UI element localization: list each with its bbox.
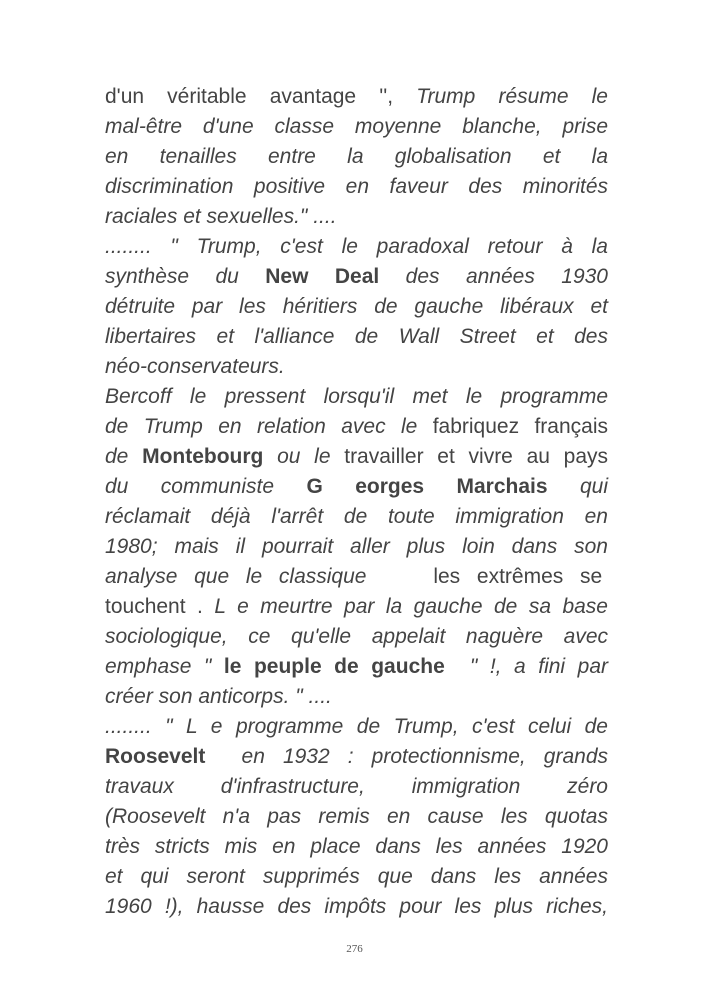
bold-text: Roosevelt bbox=[105, 745, 206, 768]
italic-text: raciales et sexuelles." .... bbox=[105, 205, 337, 228]
text-line bbox=[105, 112, 608, 142]
bold-text: New Deal bbox=[265, 265, 380, 288]
italic-text: très stricts mis en place dans les années 1920 bbox=[105, 835, 608, 858]
text-line bbox=[105, 532, 608, 562]
italic-text: détruite par les héritiers de gauche libéraux et bbox=[105, 295, 608, 318]
italic-text: en 1932 : protectionnisme, grands bbox=[205, 745, 608, 768]
bold-text: G eorges Marchais bbox=[306, 475, 548, 498]
italic-text: de Trump en relation avec le bbox=[105, 415, 433, 438]
text-line bbox=[105, 862, 608, 892]
text-segment: touchent . bbox=[105, 595, 215, 618]
italic-text: 1980; mais il pourrait aller plus loin dans son bbox=[105, 535, 608, 558]
italic-text: libertaires et l'alliance de Wall Street et des bbox=[105, 325, 608, 348]
italic-text: créer son anticorps. " .... bbox=[105, 685, 332, 708]
italic-text: analyse que le classique bbox=[105, 565, 384, 588]
italic-text: ou le bbox=[263, 445, 345, 468]
text-line bbox=[105, 442, 608, 472]
text-line bbox=[105, 322, 608, 352]
text-line bbox=[105, 562, 608, 592]
text-line bbox=[105, 712, 608, 742]
text-line bbox=[105, 262, 608, 292]
text-line bbox=[105, 382, 608, 412]
text-line bbox=[105, 202, 608, 232]
text-line bbox=[105, 802, 608, 832]
text-line bbox=[105, 232, 608, 262]
italic-text: Bercoff le pressent lorsqu'il met le programme bbox=[105, 385, 608, 408]
italic-text: sociologique, ce qu'elle appelait naguère avec bbox=[105, 625, 608, 648]
text-line bbox=[105, 892, 608, 922]
text-line bbox=[105, 832, 608, 862]
text-line bbox=[105, 142, 608, 172]
text-line bbox=[105, 292, 608, 322]
italic-text: des années 1930 bbox=[379, 265, 608, 288]
text-line bbox=[105, 172, 608, 202]
text-line bbox=[105, 412, 608, 442]
page-number: 276 bbox=[346, 943, 363, 955]
bold-text: le peuple de gauche bbox=[223, 655, 445, 678]
text-line bbox=[105, 592, 608, 622]
italic-text: de bbox=[105, 445, 143, 468]
text-line bbox=[105, 352, 608, 382]
italic-text: réclamait déjà l'arrêt de toute immigration en bbox=[105, 505, 608, 528]
text-line bbox=[105, 682, 608, 712]
italic-text: en tenailles entre la globalisation et la bbox=[105, 145, 608, 168]
text-segment: travailler et vivre au pays bbox=[344, 445, 608, 468]
italic-text: emphase " bbox=[105, 655, 224, 678]
text-line bbox=[105, 772, 608, 802]
italic-text: synthèse du bbox=[105, 265, 266, 288]
body-text bbox=[105, 82, 608, 922]
text-segment: les extrêmes se bbox=[383, 565, 608, 588]
italic-text: " !, a fini par bbox=[444, 655, 608, 678]
italic-text: néo-conservateurs. bbox=[105, 355, 285, 378]
text-line bbox=[105, 502, 608, 532]
italic-text: (Roosevelt n'a pas remis en cause les quotas bbox=[105, 805, 608, 828]
text-line bbox=[105, 82, 608, 112]
text-line bbox=[105, 472, 608, 502]
text-line bbox=[105, 622, 608, 652]
text-line bbox=[105, 652, 608, 682]
italic-text: et qui seront supprimés que dans les années bbox=[105, 865, 608, 888]
text-segment: d'un véritable avantage '', bbox=[105, 85, 417, 108]
italic-text: travaux d'infrastructure, immigration zéro bbox=[105, 775, 608, 798]
italic-text: L e meurtre par la gauche de sa base bbox=[214, 595, 608, 618]
italic-text: ........ " Trump, c'est le paradoxal retour à la bbox=[105, 235, 608, 258]
italic-text: mal-être d'une classe moyenne blanche, prise bbox=[105, 115, 608, 138]
text-segment: fabriquez français bbox=[432, 415, 608, 438]
bold-text: Montebourg bbox=[142, 445, 264, 468]
text-line bbox=[105, 742, 608, 772]
italic-text: discrimination positive en faveur des minorités bbox=[105, 175, 608, 198]
italic-text: ........ " L e programme de Trump, c'est celui de bbox=[105, 715, 608, 738]
italic-text: Trump résume le bbox=[416, 85, 608, 108]
italic-text: 1960 !), hausse des impôts pour les plus riches, bbox=[105, 895, 608, 918]
italic-text: du communiste bbox=[105, 475, 307, 498]
italic-text: qui bbox=[547, 475, 609, 498]
